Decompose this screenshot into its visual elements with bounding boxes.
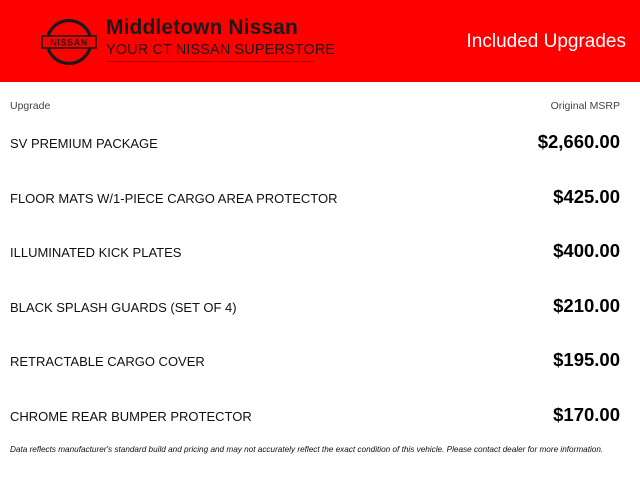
upgrades-list bbox=[10, 124, 620, 451]
dealer-logo bbox=[40, 14, 336, 70]
page-header bbox=[0, 0, 640, 82]
nissan-logo-text: NISSAN bbox=[50, 37, 88, 48]
table-row bbox=[10, 233, 620, 288]
table-row bbox=[10, 179, 620, 234]
disclaimer-text: Data reflects manufacturer's standard build and pricing and may not accurately reflect the exact condition of this vehicle. Please contact dealer for more information. bbox=[10, 445, 604, 454]
table-row bbox=[10, 288, 620, 343]
upgrade-name: BLACK SPLASH GUARDS (SET OF 4) bbox=[10, 299, 237, 315]
upgrade-price: $170.00 bbox=[553, 403, 620, 425]
nissan-logo-icon bbox=[40, 14, 98, 70]
table-header bbox=[10, 100, 620, 114]
upgrade-price: $400.00 bbox=[553, 240, 620, 261]
tagline-divider bbox=[106, 61, 314, 62]
column-header-msrp: Original MSRP bbox=[550, 100, 620, 112]
upgrade-price: $195.00 bbox=[553, 349, 620, 370]
dealer-name: Middletown Nissan bbox=[106, 16, 298, 39]
upgrade-name: SV PREMIUM PACKAGE bbox=[10, 136, 158, 151]
table-row bbox=[10, 124, 620, 179]
upgrade-name: RETRACTABLE CARGO COVER bbox=[10, 354, 205, 369]
upgrade-name: FLOOR MATS W/1-PIECE CARGO AREA PROTECTOR bbox=[10, 190, 338, 206]
upgrade-name: ILLUMINATED KICK PLATES bbox=[10, 245, 182, 260]
column-header-upgrade: Upgrade bbox=[10, 100, 51, 112]
upgrade-name: CHROME REAR BUMPER PROTECTOR bbox=[10, 408, 252, 424]
upgrade-price: $210.00 bbox=[553, 294, 620, 316]
upgrade-price: $2,660.00 bbox=[537, 131, 620, 152]
page-title: Included Upgrades bbox=[466, 31, 626, 52]
upgrade-price: $425.00 bbox=[553, 185, 620, 207]
table-row bbox=[10, 397, 620, 452]
dealer-tagline: YOUR CT NISSAN SUPERSTORE bbox=[106, 42, 336, 58]
table-row bbox=[10, 342, 620, 397]
